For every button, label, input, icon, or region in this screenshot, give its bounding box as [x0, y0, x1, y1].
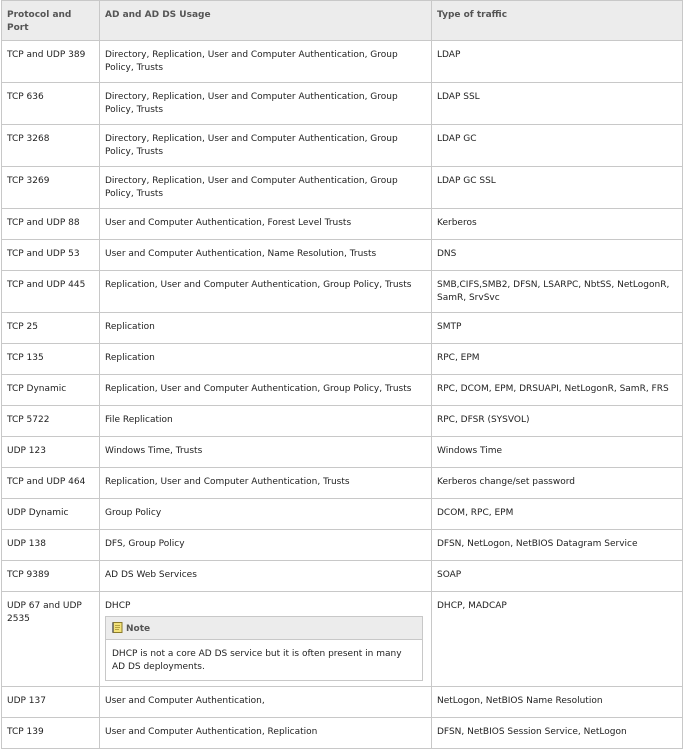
traffic-cell: DHCP, MADCAP [432, 592, 683, 687]
protocol-cell: UDP 137 [2, 687, 100, 718]
usage-cell: Directory, Replication, User and Computer Authentication, Group Policy, Trusts [100, 167, 432, 209]
traffic-cell: SOAP [432, 561, 683, 592]
usage-cell: Group Policy [100, 499, 432, 530]
usage-cell: User and Computer Authentication, Name Resolution, Trusts [100, 240, 432, 271]
usage-cell: Replication, User and Computer Authentication, Group Policy, Trusts [100, 271, 432, 313]
table-row [2, 718, 683, 749]
protocol-cell: TCP and UDP 53 [2, 240, 100, 271]
protocol-cell: TCP 3269 [2, 167, 100, 209]
protocol-cell: TCP 5722 [2, 406, 100, 437]
usage-cell-dhcp [100, 592, 432, 687]
header-traffic: Type of traffic [432, 1, 683, 41]
usage-cell: Directory, Replication, User and Computer Authentication, Group Policy, Trusts [100, 41, 432, 83]
protocol-cell: UDP Dynamic [2, 499, 100, 530]
protocol-cell: TCP and UDP 464 [2, 468, 100, 499]
protocol-cell: TCP and UDP 445 [2, 271, 100, 313]
usage-cell: User and Computer Authentication, Replication [100, 718, 432, 749]
protocol-cell: TCP 3268 [2, 125, 100, 167]
note-box [105, 616, 423, 681]
protocol-cell: TCP 139 [2, 718, 100, 749]
protocol-cell: TCP Dynamic [2, 375, 100, 406]
protocol-cell: TCP 9389 [2, 561, 100, 592]
table-row [2, 313, 683, 344]
protocol-cell: TCP and UDP 389 [2, 41, 100, 83]
table-row [2, 344, 683, 375]
traffic-cell: DFSN, NetBIOS Session Service, NetLogon [432, 718, 683, 749]
traffic-cell: DNS [432, 240, 683, 271]
traffic-cell: DFSN, NetLogon, NetBIOS Datagram Service [432, 530, 683, 561]
protocol-cell: TCP 135 [2, 344, 100, 375]
usage-cell: AD DS Web Services [100, 561, 432, 592]
traffic-cell: Kerberos change/set password [432, 468, 683, 499]
table-row [2, 167, 683, 209]
usage-cell: User and Computer Authentication, [100, 687, 432, 718]
usage-cell: File Replication [100, 406, 432, 437]
traffic-cell: SMB,CIFS,SMB2, DFSN, LSARPC, NbtSS, NetLogonR, SamR, SrvSvc [432, 271, 683, 313]
table-row [2, 83, 683, 125]
traffic-cell: LDAP GC SSL [432, 167, 683, 209]
protocol-cell: UDP 138 [2, 530, 100, 561]
protocol-cell: UDP 67 and UDP 2535 [2, 592, 100, 687]
table-row [2, 499, 683, 530]
table-row [2, 209, 683, 240]
table-row [2, 592, 683, 687]
traffic-cell: DCOM, RPC, EPM [432, 499, 683, 530]
traffic-cell: NetLogon, NetBIOS Name Resolution [432, 687, 683, 718]
table-row [2, 125, 683, 167]
header-row [2, 1, 683, 41]
usage-text: DHCP [105, 601, 131, 611]
traffic-cell: RPC, DFSR (SYSVOL) [432, 406, 683, 437]
ports-table [1, 0, 683, 749]
note-text: DHCP is not a core AD DS service but it is often present in many AD DS deployments. [112, 649, 402, 672]
usage-cell: Replication, User and Computer Authentication, Trusts [100, 468, 432, 499]
protocol-cell: TCP 25 [2, 313, 100, 344]
table-row [2, 561, 683, 592]
traffic-cell: Kerberos [432, 209, 683, 240]
traffic-cell: SMTP [432, 313, 683, 344]
traffic-cell: LDAP SSL [432, 83, 683, 125]
usage-cell: User and Computer Authentication, Forest Level Trusts [100, 209, 432, 240]
header-usage: AD and AD DS Usage [100, 1, 432, 41]
table-row [2, 41, 683, 83]
header-protocol: Protocol and Port [2, 1, 100, 41]
note-title: Note [126, 624, 151, 634]
traffic-cell: RPC, DCOM, EPM, DRSUAPI, NetLogonR, SamR, FRS [432, 375, 683, 406]
traffic-cell: RPC, EPM [432, 344, 683, 375]
traffic-cell: LDAP [432, 41, 683, 83]
protocol-cell: UDP 123 [2, 437, 100, 468]
table-row [2, 240, 683, 271]
table-row [2, 530, 683, 561]
traffic-cell: Windows Time [432, 437, 683, 468]
table-row [2, 468, 683, 499]
note-header [106, 617, 422, 640]
protocol-cell: TCP 636 [2, 83, 100, 125]
usage-cell: Windows Time, Trusts [100, 437, 432, 468]
usage-cell: Replication [100, 344, 432, 375]
table-row [2, 687, 683, 718]
usage-cell: Directory, Replication, User and Computer Authentication, Group Policy, Trusts [100, 125, 432, 167]
usage-cell: Replication [100, 313, 432, 344]
usage-cell: DFS, Group Policy [100, 530, 432, 561]
table-row [2, 406, 683, 437]
table-row [2, 437, 683, 468]
table-row [2, 375, 683, 406]
traffic-cell: LDAP GC [432, 125, 683, 167]
table-row [2, 271, 683, 313]
usage-cell: Replication, User and Computer Authentication, Group Policy, Trusts [100, 375, 432, 406]
protocol-cell: TCP and UDP 88 [2, 209, 100, 240]
usage-cell: Directory, Replication, User and Computer Authentication, Group Policy, Trusts [100, 83, 432, 125]
note-icon [112, 622, 123, 638]
